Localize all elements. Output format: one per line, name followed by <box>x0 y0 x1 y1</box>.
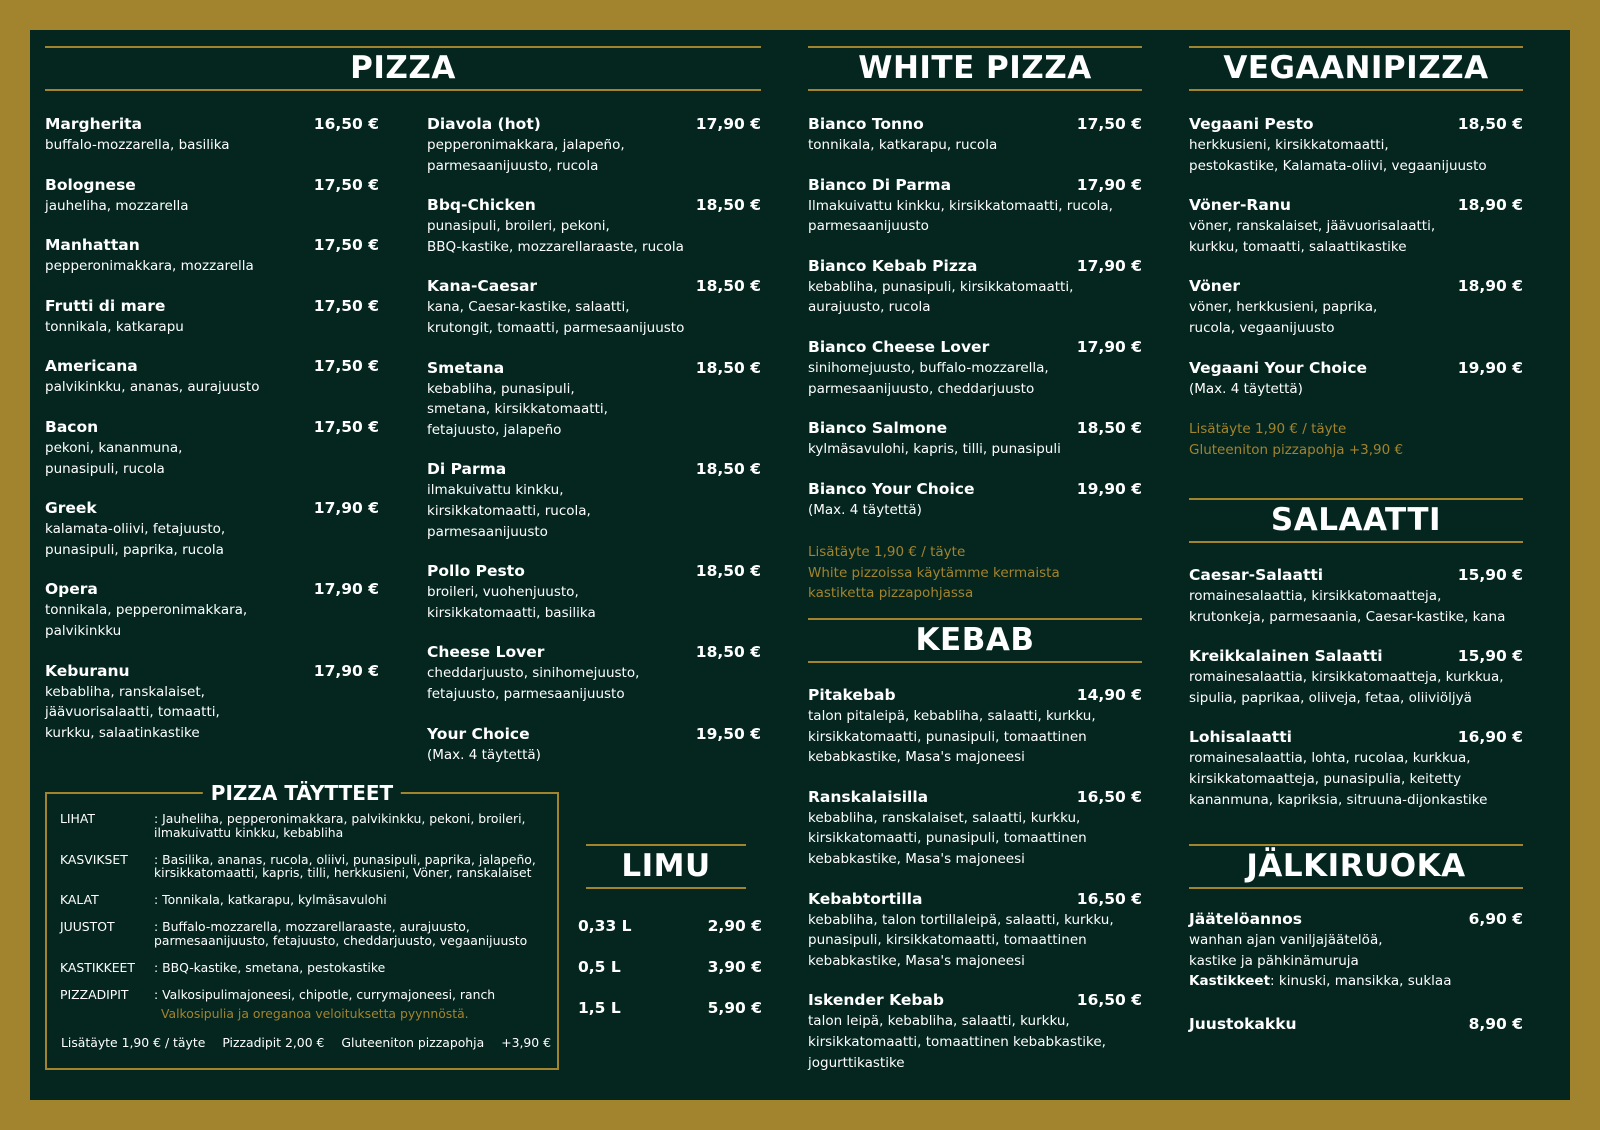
item-desc: sinihomejuusto, buffalo-mozzarella, parmesaanijuusto, cheddarjuusto <box>808 359 1049 397</box>
drink-row <box>578 998 762 1019</box>
footer-dips: Pizzadipit 2,00 € <box>222 1035 325 1050</box>
menu-item <box>45 296 379 338</box>
white-pizza-heading: WHITE PIZZA <box>808 46 1142 91</box>
drink-size: 0,5 L <box>578 958 621 976</box>
item-name: Bianco Kebab Pizza <box>808 256 978 275</box>
topping-row <box>60 961 549 975</box>
footer-extra-topping: Lisätäyte 1,90 € / täyte <box>61 1035 206 1050</box>
item-desc: kebabliha, ranskalaiset, salaatti, kurkku, kirsikkatomaatti, punasipuli, tomaattinen kebabkastike, Masa's majoneesi <box>808 809 1087 867</box>
item-name: Juustokakku <box>1189 1014 1297 1033</box>
menu-item <box>1189 114 1523 176</box>
drink-row <box>578 916 762 937</box>
item-name: Ranskalaisilla <box>808 787 929 806</box>
item-name: Greek <box>45 499 97 518</box>
item-name: Bianco Salmone <box>808 419 948 438</box>
footer-gluten-price: +3,90 € <box>501 1035 551 1050</box>
item-name: Bianco Cheese Lover <box>808 337 990 356</box>
menu-item <box>45 579 379 641</box>
item-desc: vöner, herkkusieni, paprika, rucola, vegaanijuusto <box>1189 299 1378 336</box>
item-name: Bolognese <box>45 175 136 194</box>
item-name: Caesar-Salaatti <box>1189 566 1324 584</box>
item-desc: jauheliha, mozzarella <box>45 197 189 214</box>
sauce-label: Kastikkeet <box>1189 973 1271 990</box>
item-desc: kebabliha, punasipuli, kirsikkatomaatti, aurajuusto, rucola <box>808 278 1074 316</box>
footer-gluten-free: Gluteeniton pizzapohja <box>341 1035 485 1050</box>
white-note-sauce: White pizzoissa käytämme kermaista kastiketta pizzapohjassa <box>808 564 1060 602</box>
item-name: Vöner-Ranu <box>1189 196 1291 215</box>
item-name: Manhattan <box>45 236 140 255</box>
item-desc: Ilmakuivattu kinkku, kirsikkatomaatti, rucola, parmesaanijuusto <box>808 197 1113 235</box>
item-desc: tonnikala, pepperonimakkara, palvikinkku <box>45 602 248 639</box>
item-name: Vegaani Your Choice <box>1189 358 1368 377</box>
topping-row <box>60 853 549 880</box>
drink-row <box>578 957 762 978</box>
topping-values: : Tonnikala, katkarapu, kylmäsavulohi <box>154 892 387 907</box>
toppings-list <box>60 812 549 1015</box>
item-desc: vöner, ranskalaiset, jäävuorisalaatti, kurkku, tomaatti, salaattikastike <box>1189 218 1436 255</box>
item-name: Kebabtortilla <box>808 889 923 908</box>
white-note-extra: Lisätäyte 1,90 € / täyte <box>808 544 966 560</box>
topping-category: LIHAT <box>60 811 95 826</box>
sauce-values: : kinuski, mansikka, suklaa <box>1270 973 1452 990</box>
dessert-heading: JÄLKIRUOKA <box>1189 844 1523 889</box>
item-desc: herkkusieni, kirsikkatomaatti, pestokastike, Kalamata-oliivi, vegaanijuusto <box>1189 137 1487 174</box>
drink-price: 3,90 € <box>707 958 762 976</box>
item-price: 18,50 € <box>695 562 761 581</box>
menu-item <box>808 479 1142 521</box>
dessert-section <box>1189 844 1523 889</box>
white-pizza-notes <box>808 542 1142 604</box>
menu-item <box>45 114 379 156</box>
topping-row <box>60 812 549 839</box>
menu-item <box>427 724 761 766</box>
dessert-sauces <box>1189 971 1523 992</box>
kebab-list <box>808 685 1142 1092</box>
menu-item <box>808 114 1142 156</box>
topping-row <box>60 893 549 907</box>
menu-item <box>1189 276 1523 338</box>
item-desc: tonnikala, katkarapu, rucola <box>808 137 998 153</box>
item-price: 16,50 € <box>313 115 379 133</box>
item-price: 17,50 € <box>313 357 379 376</box>
item-desc: (Max. 4 täytettä) <box>808 501 922 518</box>
item-price: 19,50 € <box>695 724 761 743</box>
topping-values: : Basilika, ananas, rucola, oliivi, punasipuli, paprika, jalapeño, kirsikkatomaatti, kapris, tilli, herkkusieni, Vöner, ranskalaiset <box>154 851 536 880</box>
dessert-item-icecream <box>1189 909 1523 992</box>
item-desc: (Max. 4 täytettä) <box>1189 380 1303 397</box>
menu-item <box>45 356 379 398</box>
vegan-note-gluten: Gluteeniton pizzapohja +3,90 € <box>1189 441 1404 458</box>
pizza-section <box>45 46 761 91</box>
item-desc: punasipuli, broileri, pekoni, BBQ-kastike, mozzarellaraaste, rucola <box>427 218 684 255</box>
menu-item <box>1189 565 1523 627</box>
menu-item <box>1189 727 1523 810</box>
topping-category: JUUSTOT <box>60 919 115 934</box>
topping-row <box>60 988 549 1002</box>
item-name: Diavola (hot) <box>427 115 541 133</box>
item-price: 17,90 € <box>313 580 379 599</box>
menu-item <box>427 561 761 623</box>
item-desc: palvikinkku, ananas, aurajuusto <box>45 379 260 396</box>
topping-row <box>60 920 549 947</box>
menu-item <box>45 417 379 479</box>
pizza-right-column <box>427 114 761 784</box>
item-price: 6,90 € <box>1468 910 1523 928</box>
item-desc: talon pitaleipä, kebabliha, salaatti, kurkku, kirsikkatomaatti, punasipuli, tomaattinen kebabkastike, Masa's majoneesi <box>808 708 1096 766</box>
vegan-list <box>1189 114 1523 418</box>
item-name: Cheese Lover <box>427 643 545 662</box>
pizza-left-column <box>45 114 379 762</box>
item-price: 17,50 € <box>1076 115 1142 133</box>
item-name: Kreikkalainen Salaatti <box>1189 647 1383 666</box>
item-price: 18,50 € <box>695 358 761 377</box>
item-price: 17,90 € <box>313 499 379 518</box>
salad-list <box>1189 565 1523 829</box>
menu-item <box>808 337 1142 399</box>
item-name: Bianco Tonno <box>808 115 924 133</box>
item-name: Pollo Pesto <box>427 562 525 581</box>
item-name: Bacon <box>45 417 99 436</box>
item-price: 14,90 € <box>1076 686 1142 704</box>
item-price: 18,50 € <box>1076 419 1142 438</box>
menu-item <box>808 889 1142 972</box>
item-price: 15,90 € <box>1457 566 1523 584</box>
item-price: 16,50 € <box>1076 991 1142 1010</box>
menu-item <box>427 459 761 542</box>
item-name: Bianco Your Choice <box>808 479 975 498</box>
toppings-title: PIZZA TÄYTTEET <box>203 781 401 805</box>
item-price: 17,50 € <box>313 236 379 255</box>
menu-item <box>1189 195 1523 257</box>
vegan-notes <box>1189 419 1523 460</box>
item-name: Keburanu <box>45 661 130 680</box>
item-desc: wanhan ajan vaniljajäätelöä, kastike ja pähkinämuruja <box>1189 932 1383 969</box>
item-price: 15,90 € <box>1457 647 1523 666</box>
item-name: Your Choice <box>427 724 530 743</box>
menu-item <box>427 114 761 176</box>
item-desc: pepperonimakkara, mozzarella <box>45 258 254 275</box>
item-desc: romainesalaattia, kirsikkatomaatteja, kurkkua, sipulia, paprikaa, oliiveja, fetaa, oliiviöljyä <box>1189 669 1504 706</box>
menu-item <box>427 195 761 257</box>
menu-item <box>808 787 1142 870</box>
item-price: 18,50 € <box>695 460 761 479</box>
menu-item <box>45 498 379 560</box>
dessert-list <box>1189 909 1523 1054</box>
vegan-heading: VEGAANIPIZZA <box>1189 46 1523 91</box>
item-desc: (Max. 4 täytettä) <box>427 746 541 763</box>
topping-values: : Buffalo-mozzarella, mozzarellaraaste, aurajuusto, parmesaanijuusto, fetajuusto, cheddarjuusto, vegaanijuusto <box>154 919 528 948</box>
drink-price: 2,90 € <box>707 917 762 935</box>
item-desc: kebabliha, ranskalaiset, jäävuorisalaatti, tomaatti, kurkku, salaatinkastike <box>45 683 220 741</box>
item-desc: pepperonimakkara, jalapeño, parmesaanijuusto, rucola <box>427 137 625 174</box>
item-desc: kylmäsavulohi, kapris, tilli, punasipuli <box>808 441 1061 458</box>
item-name: Frutti di mare <box>45 296 166 315</box>
menu-item <box>45 175 379 217</box>
item-price: 17,50 € <box>313 417 379 436</box>
drink-size: 0,33 L <box>578 917 632 935</box>
item-price: 18,50 € <box>695 643 761 662</box>
item-price: 18,50 € <box>1457 115 1523 133</box>
item-name: Di Parma <box>427 460 507 479</box>
menu-item <box>808 256 1142 318</box>
item-desc: talon leipä, kebabliha, salaatti, kurkku, kirsikkatomaatti, tomaattinen kebabkastike, jogurttikastike <box>808 1013 1106 1071</box>
vegan-section <box>1189 46 1523 91</box>
topping-category: KALAT <box>60 892 99 907</box>
item-desc: broileri, vuohenjuusto, kirsikkatomaatti, basilika <box>427 584 596 621</box>
menu-item <box>427 358 761 441</box>
menu-item <box>808 418 1142 460</box>
topping-category: PIZZADIPIT <box>60 986 129 1002</box>
limu-section <box>586 844 746 889</box>
item-price: 19,90 € <box>1076 479 1142 498</box>
white-pizza-list <box>808 114 1142 539</box>
menu-item <box>45 235 379 277</box>
kebab-section <box>808 618 1142 663</box>
item-price: 16,50 € <box>1076 889 1142 908</box>
item-price: 19,90 € <box>1457 358 1523 377</box>
limu-heading: LIMU <box>586 844 746 889</box>
item-desc: kalamata-oliivi, fetajuusto, punasipuli, paprika, rucola <box>45 521 226 558</box>
toppings-note: Valkosipulia ja oreganoa veloituksetta pyynnöstä. <box>161 1006 469 1021</box>
topping-category: KASTIKKEET <box>60 959 135 975</box>
menu-item <box>427 642 761 704</box>
item-name: Pitakebab <box>808 686 896 704</box>
item-desc: romainesalaattia, kirsikkatomaatteja, krutonkeja, parmesaania, Caesar-kastike, kana <box>1189 588 1506 625</box>
menu-item <box>1189 646 1523 708</box>
item-price: 18,90 € <box>1457 277 1523 296</box>
salad-section <box>1189 498 1523 543</box>
item-price: 17,90 € <box>313 661 379 680</box>
item-desc: kana, Caesar-kastike, salaatti, krutongit, tomaatti, parmesaanijuusto <box>427 299 685 336</box>
kebab-heading: KEBAB <box>808 618 1142 663</box>
menu-item <box>45 661 379 744</box>
topping-values: : Valkosipulimajoneesi, chipotle, currymajoneesi, ranch <box>154 986 496 1002</box>
toppings-box <box>45 781 559 1070</box>
item-price: 16,90 € <box>1457 728 1523 747</box>
item-desc: romainesalaattia, lohta, rucolaa, kurkkua, kirsikkatomaatteja, punasipulia, keitetty kananmuna, kapriksia, sitruuna-dijonkastike <box>1189 750 1488 808</box>
item-name: Bbq-Chicken <box>427 196 536 215</box>
menu-item <box>808 990 1142 1073</box>
toppings-footer <box>61 1035 551 1050</box>
item-name: Opera <box>45 580 98 599</box>
item-desc: tonnikala, katkarapu <box>45 318 184 335</box>
dessert-item-cheesecake <box>1189 1014 1523 1035</box>
menu-panel <box>30 30 1570 1100</box>
menu-item <box>1189 358 1523 400</box>
item-price: 17,90 € <box>695 115 761 133</box>
item-name: Bianco Di Parma <box>808 175 952 194</box>
item-price: 8,90 € <box>1468 1014 1523 1033</box>
limu-list <box>578 916 762 1039</box>
item-name: Americana <box>45 357 138 376</box>
item-name: Iskender Kebab <box>808 991 944 1010</box>
topping-values: : Jauheliha, pepperonimakkara, palvikinkku, pekoni, broileri, ilmakuivattu kinkku, kebabliha <box>154 811 526 840</box>
item-name: Kana-Caesar <box>427 277 538 296</box>
item-price: 18,90 € <box>1457 196 1523 215</box>
item-price: 16,50 € <box>1076 787 1142 806</box>
item-name: Smetana <box>427 358 505 377</box>
item-price: 17,50 € <box>313 296 379 315</box>
item-name: Vegaani Pesto <box>1189 115 1314 133</box>
menu-item <box>427 276 761 338</box>
item-desc: pekoni, kananmuna, punasipuli, rucola <box>45 439 183 477</box>
drink-size: 1,5 L <box>578 999 621 1017</box>
item-price: 18,50 € <box>695 277 761 296</box>
item-desc: cheddarjuusto, sinihomejuusto, fetajuusto, parmesaanijuusto <box>427 665 640 702</box>
item-desc: ilmakuivattu kinkku, kirsikkatomaatti, rucola, parmesaanijuusto <box>427 482 591 540</box>
topping-values: : BBQ-kastike, smetana, pestokastike <box>154 959 386 975</box>
item-desc: kebabliha, punasipuli, smetana, kirsikkatomaatti, fetajuusto, jalapeño <box>427 380 608 438</box>
salad-heading: SALAATTI <box>1189 498 1523 543</box>
menu-item <box>808 685 1142 768</box>
item-desc: kebabliha, talon tortillaleipä, salaatti, kurkku, punasipuli, kirsikkatomaatti, tomaattinen kebabkastike, Masa's majoneesi <box>808 911 1114 969</box>
item-name: Jäätelöannos <box>1189 910 1302 928</box>
item-name: Vöner <box>1189 277 1240 296</box>
item-price: 17,90 € <box>1076 337 1142 356</box>
item-name: Margherita <box>45 115 142 133</box>
item-price: 18,50 € <box>695 196 761 215</box>
vegan-note-extra: Lisätäyte 1,90 € / täyte <box>1189 421 1347 437</box>
item-price: 17,90 € <box>1076 175 1142 194</box>
white-pizza-section <box>808 46 1142 91</box>
item-desc: buffalo-mozzarella, basilika <box>45 137 230 153</box>
topping-category: KASVIKSET <box>60 851 128 867</box>
item-price: 17,90 € <box>1076 256 1142 275</box>
drink-price: 5,90 € <box>707 999 762 1017</box>
item-name: Lohisalaatti <box>1189 728 1292 747</box>
menu-item <box>808 175 1142 237</box>
pizza-heading: PIZZA <box>45 46 761 91</box>
item-price: 17,50 € <box>313 175 379 194</box>
